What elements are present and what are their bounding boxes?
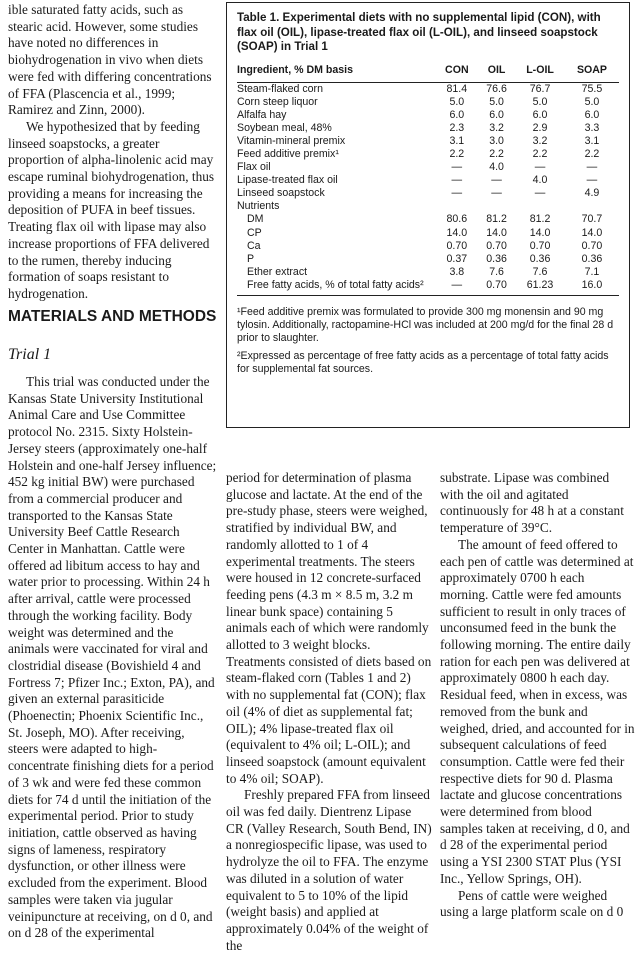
cell-l-oil: 0.36 xyxy=(529,252,551,265)
cell-l-oil: 76.7 xyxy=(529,82,551,95)
table-1 xyxy=(226,2,630,428)
cell-oil xyxy=(478,200,515,213)
table-row xyxy=(237,279,619,296)
table-row xyxy=(237,135,619,148)
cell-con: — xyxy=(436,279,478,296)
cell-oil: 3.0 xyxy=(489,134,504,147)
row-label: Vitamin-mineral premix xyxy=(237,134,346,147)
trial-paragraph: This trial was conducted under the Kansas State University Institutional Animal Care and Use Committee protocol No. 2315. Sixty Holstein-Jersey steers (approximately one-half Holstein and one-half Jersey influence; 452 kg initial BW) were purchased from a commercial producer and transported to the Kansas State University Beef Cattle Research Center in Manhattan. Cattle were offered ad libitum access to hay and water prior to processing. Within 24 h after arrival, cattle were processed through the working facility. Body weight was determined and the animals were vaccinated for viral and clostridial disease (Bovishield 4 and Fortress 7; Pfizer Inc.; Exton, PA), and given an external parasiticide (Phoenectin; Phoenix Scientific Inc., St. Joseph, MO). After receiving, steers were adapted to high-concentrate finishing diets for a period of 3 wk and were fed these common diets for 74 d until the initiation of the experimental period. Prior to study initiation, cattle observed as having signs of lameness, respiratory dysfunction, or other illness were excluded from the experiment. Blood samples were taken via jugular veinipuncture at receiving, on d 0, and on d 28 of the experimental xyxy=(8,374,217,941)
row-label: Linseed soapstock xyxy=(237,187,325,200)
cell-l-oil: 4.0 xyxy=(532,174,548,187)
column-3 xyxy=(440,470,636,921)
header-soap: SOAP xyxy=(565,61,619,83)
row-label: Steam-flaked corn xyxy=(237,82,323,95)
cell-con xyxy=(436,200,478,213)
row-label: Ether extract xyxy=(247,265,308,278)
table-row xyxy=(237,266,619,279)
cell-soap: 70.7 xyxy=(581,213,603,226)
table-row xyxy=(237,122,619,135)
cell-con: 0.70 xyxy=(446,239,468,252)
column-3-paragraph-1: substrate. Lipase was combined with the oil and agitated continuously for 48 h at a constant temperature of 39°C. xyxy=(440,470,624,536)
cell-oil: 76.6 xyxy=(486,82,507,95)
table-row xyxy=(237,174,619,187)
row-label: Soybean meal, 48% xyxy=(237,121,332,134)
cell-l-oil: 61.23 xyxy=(515,279,565,296)
cell-l-oil: — xyxy=(534,187,546,200)
row-label: P xyxy=(247,252,255,265)
cell-soap: 4.9 xyxy=(584,187,600,200)
cell-oil: 3.2 xyxy=(489,121,504,134)
cell-oil: — xyxy=(491,187,502,200)
cell-l-oil xyxy=(515,200,565,213)
column-2-paragraph-1: period for determination of plasma glucose and lactate. At the end of the pre-study phase, steers were weighed, stratified by individual BW, and randomly allotted to 1 of 4 experimental treatments. The steers were housed in 12 concrete-surfaced feeding pens (4.3 m × 8.5 m, 3.2 m linear bunk space) containing 5 animals each of which were randomly allotted to 3 weight blocks. Treatments consisted of diets based on steam-flaked corn (Tables 1 and 2) with no supplemental fat (CON); flax oil (4% of diet as supplemental fat; OIL); 4% lipase-treated flax oil (equivalent to 4% oil; L-OIL); and linseed soapstock (amount equivalent to 4% oil; SOAP). xyxy=(226,470,432,786)
cell-soap: 0.36 xyxy=(581,252,603,265)
cell-l-oil: 6.0 xyxy=(532,108,548,121)
cell-con: 3.8 xyxy=(449,265,465,278)
row-label: Free fatty acids, % of total fatty acids² xyxy=(237,279,436,296)
cell-con: 5.0 xyxy=(449,95,465,108)
hypothesis-paragraph: We hypothesized that by feeding linseed soapstocks, a greater proportion of alpha-linolenic acid may escape ruminal biohydrogenation, thus providing a means for increasing the deposition of PUFA in beef tissues. Treating flax oil with lipase may also increase proportions of FFA delivered to the rumen, thereby inducing formation of soaps resistant to hydrogenation. xyxy=(8,118,215,301)
cell-con: 80.6 xyxy=(446,213,468,226)
cell-con: 0.37 xyxy=(446,252,468,265)
table-row xyxy=(237,148,619,161)
cell-l-oil: 81.2 xyxy=(529,213,551,226)
row-label: Corn steep liquor xyxy=(237,95,318,108)
column-1-top xyxy=(8,2,218,303)
row-label: Flax oil xyxy=(237,161,271,174)
cell-soap: 0.70 xyxy=(581,239,603,252)
cell-l-oil: 0.70 xyxy=(529,239,551,252)
header-con: CON xyxy=(436,61,478,83)
cell-l-oil: 3.2 xyxy=(532,134,548,147)
cell-oil: 81.2 xyxy=(486,213,507,226)
cell-con: — xyxy=(451,161,463,174)
table-row xyxy=(237,200,619,213)
cell-soap: 6.0 xyxy=(584,108,600,121)
row-label: Nutrients xyxy=(237,200,280,213)
cell-con: — xyxy=(451,187,463,200)
cell-oil: 7.6 xyxy=(489,265,504,278)
table-header-row xyxy=(237,61,619,83)
table-row xyxy=(237,109,619,122)
table-row xyxy=(237,187,619,200)
cell-con: 2.2 xyxy=(449,148,465,161)
table-row xyxy=(237,227,619,240)
subsection-heading: Trial 1 xyxy=(8,346,52,363)
cell-soap: — xyxy=(586,174,598,187)
cell-soap: — xyxy=(586,161,598,174)
row-label: DM xyxy=(247,213,264,226)
column-2 xyxy=(226,470,432,954)
cell-con: 3.1 xyxy=(449,134,465,147)
section-heading: MATERIALS AND METHODS xyxy=(8,308,217,325)
header-oil: OIL xyxy=(478,61,515,83)
cell-con: 6.0 xyxy=(449,108,465,121)
table-grid xyxy=(237,61,619,297)
column-3-paragraph-2: The amount of feed offered to each pen of cattle was determined at approximately 0700 h each morning. Cattle were fed amounts sufficient to result in only traces of unconsumed feed in the bunk the following morning. The entire daily ration for each pen was delivered at approximately 0800 h each day. Residual feed, when in excess, was removed from the bunk and weighed, dried, and accounted for in subsequent calculations of feed consumption. Cattle were fed their respective diets for 90 d. Plasma lactate and glucose concentrations were determined from blood samples taken at receiving, d 0, and d 28 of the experimental period using a YSI 2300 STAT Plus (YSI Inc., Yellow Springs, OH). xyxy=(440,536,635,886)
cell-oil: 2.2 xyxy=(489,148,504,161)
cell-l-oil: 2.9 xyxy=(532,121,548,134)
table-row xyxy=(237,96,619,109)
footnote-2: ²Expressed as percentage of free fatty acids as a percentage of total fatty acids for supplemental fat sources. xyxy=(237,350,609,375)
cell-con: — xyxy=(451,174,463,187)
cell-oil: 0.36 xyxy=(486,252,507,265)
cell-soap: 7.1 xyxy=(584,265,600,278)
cell-oil: — xyxy=(491,174,502,187)
cell-soap: 2.2 xyxy=(584,148,600,161)
cell-soap xyxy=(565,200,619,213)
table-row xyxy=(237,213,619,226)
cell-con: 81.4 xyxy=(446,82,468,95)
row-label: Feed additive premix¹ xyxy=(237,148,339,161)
table-title: Table 1. Experimental diets with no supplemental lipid (CON), with flax oil (OIL), lipase-treated flax oil (L-OIL), and linseed soapstock (SOAP) in Trial 1 xyxy=(237,11,601,53)
cell-soap: 3.1 xyxy=(584,134,600,147)
row-label: CP xyxy=(247,226,262,239)
cell-oil: 5.0 xyxy=(489,95,504,108)
row-label: Alfalfa hay xyxy=(237,108,287,121)
header-ingredient: Ingredient, % DM basis xyxy=(237,61,436,83)
cell-soap: 5.0 xyxy=(584,95,600,108)
cell-con: 14.0 xyxy=(446,226,468,239)
table-footnotes xyxy=(237,306,619,376)
row-label: Lipase-treated flax oil xyxy=(237,174,338,187)
intro-paragraph: ible saturated fatty acids, such as stearic acid. However, some studies have noted no differences in biohydrogenation in vivo when diets were fed with differing concentrations of FFA (Plascencia et al., 1999; Ramirez and Zinn, 2000). xyxy=(8,2,212,118)
cell-soap: 14.0 xyxy=(581,226,603,239)
row-label: Ca xyxy=(247,239,261,252)
footnote-1: ¹Feed additive premix was formulated to provide 300 mg monensin and 90 mg tylosin. Additionally, ractopamine-HCl was included at 200 mg/d for the final 28 d prior to slaughter. xyxy=(237,306,614,344)
header-l-oil: L-OIL xyxy=(515,61,565,83)
cell-soap: 75.5 xyxy=(581,82,603,95)
table-row xyxy=(237,82,619,96)
cell-oil: 4.0 xyxy=(489,161,504,174)
cell-oil: 0.70 xyxy=(486,239,507,252)
cell-soap: 3.3 xyxy=(584,121,600,134)
cell-con: 2.3 xyxy=(449,121,465,134)
table-row xyxy=(237,240,619,253)
cell-oil: 14.0 xyxy=(486,226,507,239)
table-row xyxy=(237,161,619,174)
cell-l-oil: 2.2 xyxy=(532,148,548,161)
table-row xyxy=(237,253,619,266)
cell-l-oil: 7.6 xyxy=(532,265,548,278)
cell-l-oil: — xyxy=(534,161,546,174)
cell-l-oil: 14.0 xyxy=(529,226,551,239)
cell-oil: 0.70 xyxy=(478,279,515,296)
cell-l-oil: 5.0 xyxy=(532,95,548,108)
cell-oil: 6.0 xyxy=(489,108,504,121)
column-2-paragraph-2: Freshly prepared FFA from linseed oil was fed daily. Dientrenz Lipase CR (Valley Research, South Bend, IN) a nonregiospecific lipase, was used to hydrolyze the oil to FFA. The enzyme was diluted in a solution of water equivalent to 5 to 10% of the lipid (weight basis) and applied at approximately 0.04% of the weight of the xyxy=(226,787,432,953)
cell-soap: 16.0 xyxy=(565,279,619,296)
column-3-paragraph-3: Pens of cattle were weighed using a large platform scale on d 0 xyxy=(440,887,624,920)
column-1-bottom xyxy=(8,374,218,942)
